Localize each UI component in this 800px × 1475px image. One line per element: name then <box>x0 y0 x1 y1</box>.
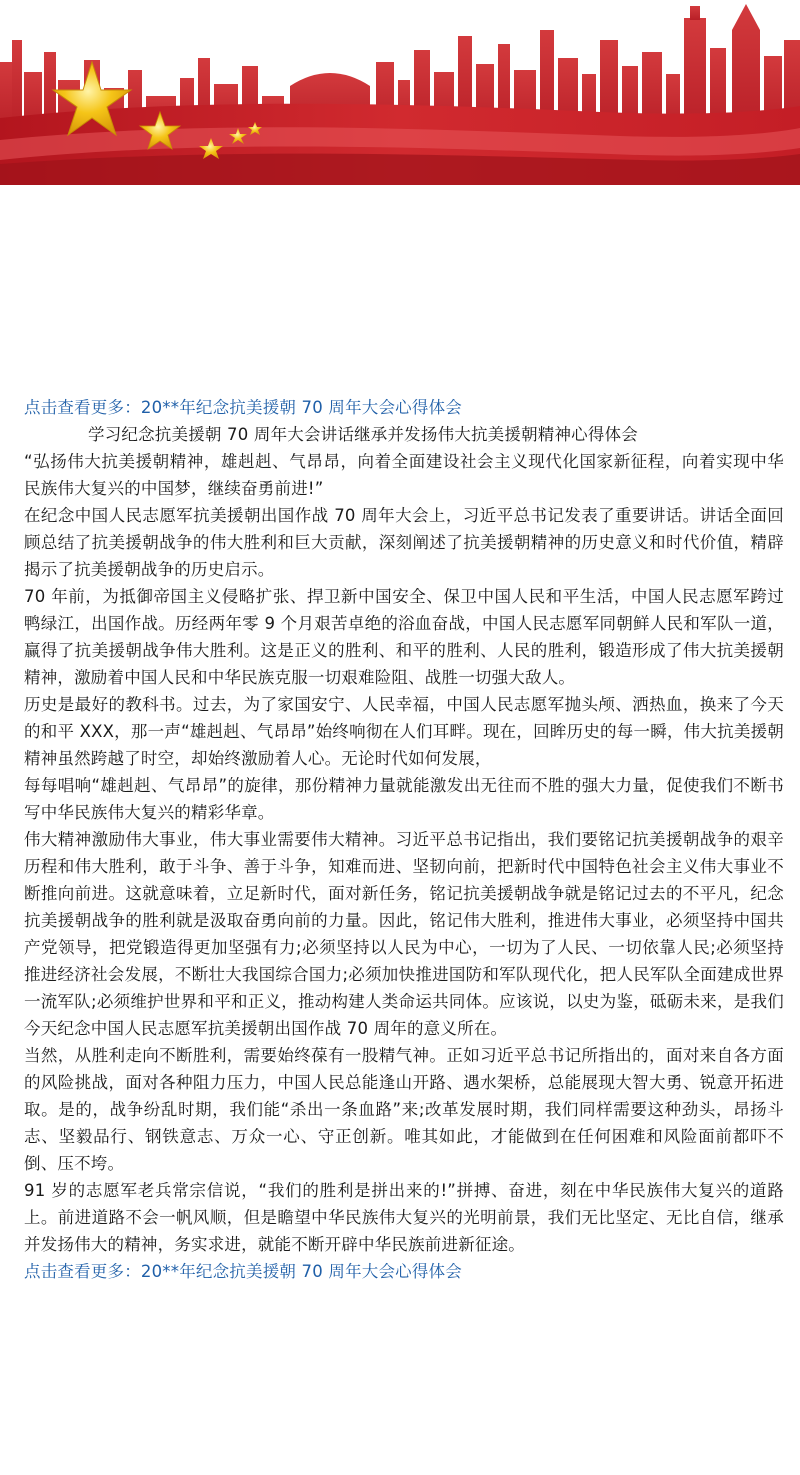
paragraph: 当然，从胜利走向不断胜利，需要始终葆有一股精气神。正如习近平总书记所指出的，面对来自各方面的风险挑战，面对各种阻力压力，中国人民总能逢山开路、遇水架桥，总能展现大智大勇、锐意开拓进取。是的，战争纷乱时期，我们能“杀出一条血路”来;改革发展时期，我们同样需要这种劲头，昂扬斗志、坚毅品行、钢铁意志、万众一心、守正创新。唯其如此，才能做到在任何困难和风险面前都吓不倒、压不垮。 <box>24 1046 784 1173</box>
paragraph: 70 年前，为抵御帝国主义侵略扩张、捍卫新中国安全、保卫中国人民和平生活，中国人民志愿军跨过鸭绿江，出国作战。历经两年零 9 个月艰苦卓绝的浴血奋战，中国人民志愿军同朝鲜人民和军队一道，赢得了抗美援朝战争伟大胜利。这是正义的胜利、和平的胜利、人民的胜利，锻造形成了伟大抗美援朝精神，激励着中国人民和中华民族克服一切艰难险阻、战胜一切强大敌人。 <box>24 587 784 687</box>
article-body <box>24 394 784 1285</box>
more-link-bottom[interactable]: 点击查看更多：20**年纪念抗美援朝 70 周年大会心得体会 <box>24 1262 462 1281</box>
paragraph: 在纪念中国人民志愿军抗美援朝出国作战 70 周年大会上，习近平总书记发表了重要讲话。讲话全面回顾总结了抗美援朝战争的伟大胜利和巨大贡献，深刻阐述了抗美援朝精神的历史意义和时代价值，精辟揭示了抗美援朝战争的历史启示。 <box>24 506 784 579</box>
paragraph: 每每唱响“雄赳赳、气昂昂”的旋律，那份精神力量就能激发出无往而不胜的强大力量，促使我们不断书写中华民族伟大复兴的精彩华章。 <box>24 776 784 822</box>
paragraph: 历史是最好的教科书。过去，为了家国安宁、人民幸福，中国人民志愿军抛头颅、洒热血，换来了今天的和平 XXX，那一声“雄赳赳、气昂昂”始终响彻在人们耳畔。现在，回眸历史的每一瞬，伟大抗美援朝精神虽然跨越了时空，却始终激励着人心。无论时代如何发展， <box>24 695 784 768</box>
article-title: 学习纪念抗美援朝 70 周年大会讲话继承并发扬伟大抗美援朝精神心得体会 <box>88 425 638 444</box>
more-link-top[interactable]: 点击查看更多：20**年纪念抗美援朝 70 周年大会心得体会 <box>24 398 462 417</box>
header-banner <box>0 0 800 185</box>
city-skyline-banner <box>0 0 800 185</box>
paragraph: “弘扬伟大抗美援朝精神，雄赳赳、气昂昂，向着全面建设社会主义现代化国家新征程，向着实现中华民族伟大复兴的中国梦，继续奋勇前进!” <box>24 452 784 498</box>
paragraph: 伟大精神激励伟大事业，伟大事业需要伟大精神。习近平总书记指出，我们要铭记抗美援朝战争的艰辛历程和伟大胜利，敢于斗争、善于斗争，知难而进、坚韧向前，把新时代中国特色社会主义伟大事业不断推向前进。这就意味着，立足新时代，面对新任务，铭记抗美援朝战争就是铭记过去的不平凡，纪念抗美援朝战争的胜利就是汲取奋勇向前的力量。因此，铭记伟大胜利，推进伟大事业，必须坚持中国共产党领导，把党锻造得更加坚强有力;必须坚持以人民为中心，一切为了人民、一切依靠人民;必须坚持推进经济社会发展，不断壮大我国综合国力;必须加快推进国防和军队现代化，把人民军队全面建成世界一流军队;必须维护世界和平和正义，推动构建人类命运共同体。应该说，以史为鉴，砥砺未来，是我们今天纪念中国人民志愿军抗美援朝出国作战 70 周年的意义所在。 <box>24 830 784 1038</box>
paragraph: 91 岁的志愿军老兵常宗信说，“我们的胜利是拼出来的!”拼搏、奋进，刻在中华民族伟大复兴的道路上。前进道路不会一帆风顺，但是瞻望中华民族伟大复兴的光明前景，我们无比坚定、无比自信，继承并发扬伟大的精神，务实求进，就能不断开辟中华民族前进新征途。 <box>24 1181 784 1254</box>
